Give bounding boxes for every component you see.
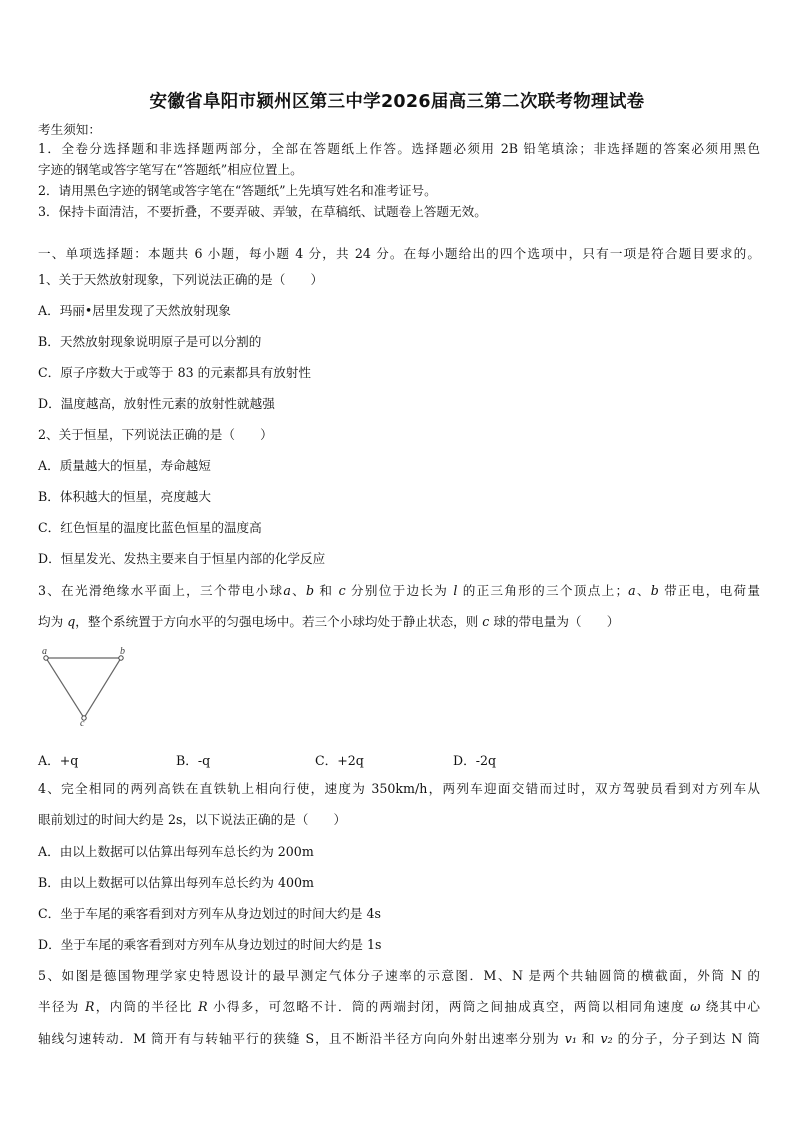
q3-option-d: D．-2q [453,753,497,768]
notice-item-2: 2．请用黑色字迹的钢笔或答字笔在“答题纸”上先填写姓名和准考证号。 [38,183,437,198]
q2-option-b: B．体积越大的恒星，亮度越大 [38,489,211,504]
q3-option-b: B．-q [176,753,211,768]
q2-option-a: A．质量越大的恒星，寿命越短 [38,458,211,473]
q5-stem-line3: 轴线匀速转动．M 筒开有与转轴平行的狭缝 S，且不断沿半径方向向外射出速率分别为 v₁ 和 v₂ 的分子，分子到达 N 筒 [38,1031,760,1046]
q4-stem-line2: 眼前划过的时间大约是 2s，以下说法正确的是（ ） [38,812,347,827]
label-c: c [80,718,85,726]
label-a: a [42,646,47,657]
q1-option-a: A．玛丽•居里发现了天然放射现象 [38,303,231,318]
q3-stem-line2: 均为 q，整个系统置于方向水平的匀强电场中。若三个小球均处于静止状态，则 c 球的带电量为（ ） [38,614,620,629]
q3-option-a: A．+q [38,753,79,768]
q5-stem-line2: 半径为 R，内筒的半径比 R 小得多，可忽略不计．筒的两端封闭，两筒之间抽成真空，两筒以相同角速度 ω 绕其中心 [38,999,760,1014]
q3-option-c: C．+2q [315,753,364,768]
q4-option-c: C．坐于车尾的乘客看到对方列车从身边划过的时间大约是 4s [38,906,381,921]
page-title: 安徽省阜阳市颍州区第三中学2026届高三第二次联考物理试卷 [149,92,645,112]
notice-item-1-cont: 字迹的钢笔或答字笔写在“答题纸”相应位置上。 [38,162,303,177]
q1-option-c: C．原子序数大于或等于 83 的元素都具有放射性 [38,365,311,380]
q5-stem-line1: 5、如图是德国物理学家史特恩设计的最早测定气体分子速率的示意图．M、N 是两个共轴圆筒的横截面，外筒 N 的 [38,968,760,983]
notice-heading: 考生须知： [38,122,101,137]
q4-stem-line1: 4、完全相同的两列高铁在直铁轨上相向行使，速度为 350km/h，两列车迎面交错而过时，双方驾驶员看到对方列车从 [38,781,760,796]
q2-option-d: D．恒星发光、发热主要来自于恒星内部的化学反应 [38,551,326,566]
triangle-outline [46,658,121,718]
q2-option-c: C．红色恒星的温度比蓝色恒星的温度高 [38,520,262,535]
triangle-figure [38,646,138,726]
q4-option-a: A．由以上数据可以估算出每列车总长约为 200m [38,844,314,859]
q1-option-b: B．天然放射现象说明原子是可以分割的 [38,334,262,349]
q1-option-d: D．温度越高，放射性元素的放射性就越强 [38,396,275,411]
q4-option-b: B．由以上数据可以估算出每列车总长约为 400m [38,875,314,890]
label-b: b [120,646,125,657]
notice-item-3: 3．保持卡面清洁，不要折叠，不要弄破、弄皱，在草稿纸、试题卷上答题无效。 [38,204,487,219]
q3-stem-line1: 3、在光滑绝缘水平面上，三个带电小球a、b 和 c 分别位于边长为 l 的正三角形的三个顶点上；a、b 带正电，电荷量 [38,583,761,598]
q1-stem: 1、关于天然放射现象，下列说法正确的是（ ） [38,272,324,287]
q2-stem: 2、关于恒星，下列说法正确的是（ ） [38,427,273,442]
section-heading: 一、单项选择题：本题共 6 小题，每小题 4 分，共 24 分。在每小题给出的四个选项中，只有一项是符合题目要求的。 [38,246,760,261]
q4-option-d: D．坐于车尾的乘客看到对方列车从身边划过的时间大约是 1s [38,937,382,952]
notice-item-1: 1．全卷分选择题和非选择题两部分，全部在答题纸上作答。选择题必须用 2B 铅笔填涂；非选择题的答案必须用黑色 [38,141,760,156]
